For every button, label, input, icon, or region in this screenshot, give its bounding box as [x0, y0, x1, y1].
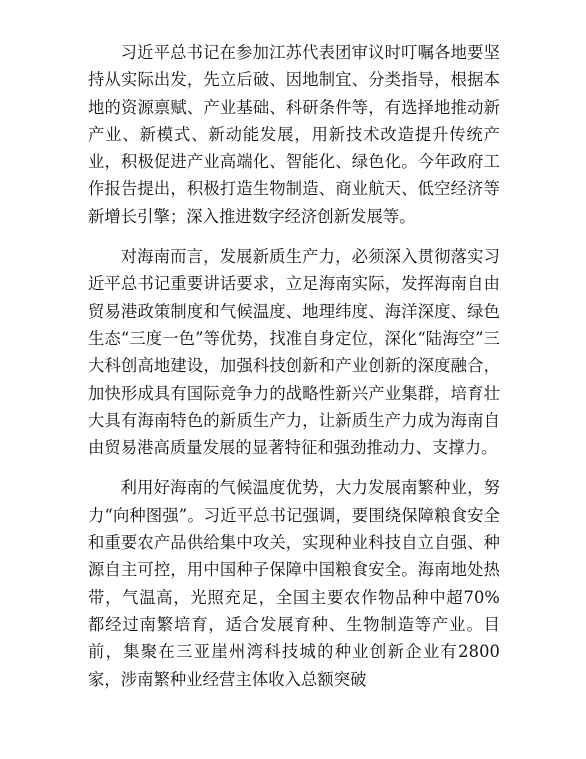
paragraph-2: 对海南而言，发展新质生产力，必须深入贯彻落实习近平总书记重要讲话要求，立足海南实际，发挥海南自由贸易港政策制度和气候温度、地理纬度、海洋深度、绿色生态“三度一色”等优势，找准自身定位，深化“陆海空”三大科创高地建设，加强科技创新和产业创新的深度融合，加快形成具有国际竞争力的战略性新兴产业集群，培育壮大具有海南特色的新质生产力，让新质生产力成为海南自由贸易港高质量发展的显著特征和强劲推动力、支撑力。 [88, 247, 500, 458]
article-body [88, 39, 500, 693]
paragraph-1: 习近平总书记在参加江苏代表团审议时叮嘱各地要坚持从实际出发，先立后破、因地制宜、分类指导，根据本地的资源禀赋、产业基础、科研条件等，有选择地推动新产业、新模式、新动能发展，用新技术改造提升传统产业，积极促进产业高端化、智能化、绿色化。今年政府工作报告提出，积极打造生物制造、商业航天、低空经济等新增长引擎；深入推进数字经济创新发展等。 [88, 43, 500, 226]
paragraph-3: 利用好海南的气候温度优势，大力发展南繁种业，努力“向种图强”。习近平总书记强调，要围绕保障粮食安全和重要农产品供给集中攻关，实现种业科技自立自强、种源自主可控，用中国种子保障中国粮食安全。海南地处热带，气温高，光照充足，全国主要农作物品种中超70%都经过南繁培育，适合发展育种、生物制造等产业。目前，集聚在三亚崖州湾科技城的种业创新企业有2800家，涉南繁种业经营主体收入总额突破 [88, 478, 500, 689]
